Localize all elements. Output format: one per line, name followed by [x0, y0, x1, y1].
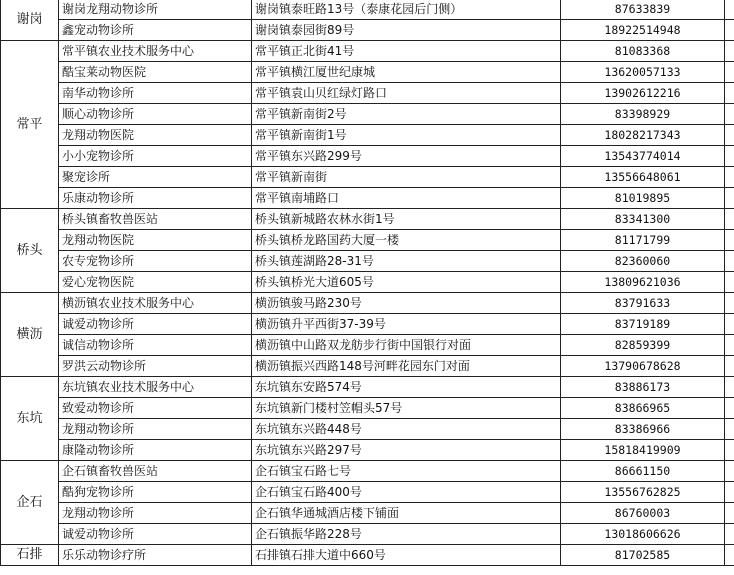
clinic-address-cell: 常平镇新南街	[252, 167, 561, 188]
clinic-name-cell: 小小宠物诊所	[59, 146, 252, 167]
table-row	[1, 377, 734, 398]
clinic-phone-cell: 83398929	[561, 104, 725, 125]
clinic-address-cell: 横沥镇振兴西路148号河畔花园东门对面	[252, 356, 561, 377]
town-cell: 横沥	[1, 293, 59, 377]
clinic-name-cell: 乐乐动物诊疗所	[59, 545, 252, 566]
clinic-name-cell: 乐康动物诊所	[59, 188, 252, 209]
clinic-address-cell: 桥头镇莲湖路28-31号	[252, 251, 561, 272]
table-row	[1, 188, 734, 209]
clinic-name-cell: 桥头镇畜牧兽医站	[59, 209, 252, 230]
clinic-phone-cell: 13556762825	[561, 482, 725, 503]
clinic-phone-cell: 13556648061	[561, 167, 725, 188]
empty-cell	[725, 461, 734, 482]
clinic-address-cell: 横沥镇升平西街37-39号	[252, 314, 561, 335]
table-row	[1, 419, 734, 440]
clinic-address-cell: 企石镇宝石路七号	[252, 461, 561, 482]
table-row	[1, 293, 734, 314]
clinic-address-cell: 常平镇新南街1号	[252, 125, 561, 146]
clinic-phone-cell: 13018606626	[561, 524, 725, 545]
clinic-name-cell: 聚宠诊所	[59, 167, 252, 188]
clinic-name-cell: 罗洪云动物诊所	[59, 356, 252, 377]
clinic-address-cell: 东坑镇东兴路448号	[252, 419, 561, 440]
clinic-phone-cell: 13809621036	[561, 272, 725, 293]
empty-cell	[725, 20, 734, 41]
table-row	[1, 461, 734, 482]
clinic-address-cell: 东坑镇东兴路297号	[252, 440, 561, 461]
clinic-address-cell: 横沥镇骏马路230号	[252, 293, 561, 314]
clinic-phone-cell: 83341300	[561, 209, 725, 230]
empty-cell	[725, 335, 734, 356]
table-row	[1, 314, 734, 335]
clinic-name-cell: 龙翔动物医院	[59, 230, 252, 251]
empty-cell	[725, 545, 734, 566]
clinic-name-cell: 农专宠物诊所	[59, 251, 252, 272]
clinic-name-cell: 谢岗龙翔动物诊所	[59, 0, 252, 20]
table-row	[1, 482, 734, 503]
clinic-phone-cell: 87633839	[561, 0, 725, 20]
empty-cell	[725, 293, 734, 314]
empty-cell	[725, 419, 734, 440]
clinic-name-cell: 致爱动物诊所	[59, 398, 252, 419]
town-cell: 谢岗	[1, 0, 59, 41]
clinic-address-cell: 石排镇石排大道中660号	[252, 545, 561, 566]
clinic-address-cell: 谢岗镇泰园街89号	[252, 20, 561, 41]
table-row	[1, 20, 734, 41]
empty-cell	[725, 62, 734, 83]
clinic-name-cell: 横沥镇农业技术服务中心	[59, 293, 252, 314]
clinic-name-cell: 鑫宠动物诊所	[59, 20, 252, 41]
table-row	[1, 335, 734, 356]
clinic-address-cell: 桥头镇新城路农林水街1号	[252, 209, 561, 230]
clinic-address-cell: 常平镇袁山贝红绿灯路口	[252, 83, 561, 104]
table-row	[1, 41, 734, 62]
table-row	[1, 167, 734, 188]
clinic-address-cell: 企石镇振华路228号	[252, 524, 561, 545]
empty-cell	[725, 104, 734, 125]
clinic-phone-cell: 13620057133	[561, 62, 725, 83]
table-row	[1, 230, 734, 251]
empty-cell	[725, 167, 734, 188]
clinic-name-cell: 诚爱动物诊所	[59, 524, 252, 545]
clinic-phone-cell: 18922514948	[561, 20, 725, 41]
clinic-address-cell: 常平镇南埔路口	[252, 188, 561, 209]
empty-cell	[725, 125, 734, 146]
clinic-phone-cell: 81019895	[561, 188, 725, 209]
empty-cell	[725, 146, 734, 167]
empty-cell	[725, 377, 734, 398]
table-row	[1, 251, 734, 272]
empty-cell	[725, 209, 734, 230]
clinic-phone-cell: 83719189	[561, 314, 725, 335]
table-row	[1, 209, 734, 230]
clinic-phone-cell: 18028217343	[561, 125, 725, 146]
clinic-name-cell: 常平镇农业技术服务中心	[59, 41, 252, 62]
table-row	[1, 146, 734, 167]
clinic-name-cell: 顺心动物诊所	[59, 104, 252, 125]
empty-cell	[725, 482, 734, 503]
empty-cell	[725, 314, 734, 335]
clinic-name-cell: 诚信动物诊所	[59, 335, 252, 356]
table-row	[1, 83, 734, 104]
clinic-phone-cell: 81702585	[561, 545, 725, 566]
clinic-name-cell: 酷狗宠物诊所	[59, 482, 252, 503]
clinic-phone-cell: 86661150	[561, 461, 725, 482]
clinic-phone-cell: 83886173	[561, 377, 725, 398]
clinic-name-cell: 爱心宠物医院	[59, 272, 252, 293]
clinic-name-cell: 酷宝莱动物医院	[59, 62, 252, 83]
empty-cell	[725, 188, 734, 209]
clinic-address-cell: 东坑镇新门楼村笠帽头57号	[252, 398, 561, 419]
clinic-name-cell: 诚爱动物诊所	[59, 314, 252, 335]
clinic-address-cell: 桥头镇桥龙路国药大厦一楼	[252, 230, 561, 251]
table-row	[1, 545, 734, 566]
empty-cell	[725, 398, 734, 419]
clinic-address-cell: 横沥镇中山路双龙舫步行街中国银行对面	[252, 335, 561, 356]
empty-cell	[725, 41, 734, 62]
clinic-address-cell: 常平镇横江厦世纪康城	[252, 62, 561, 83]
clinic-name-cell: 南华动物诊所	[59, 83, 252, 104]
table-row	[1, 104, 734, 125]
town-cell: 东坑	[1, 377, 59, 461]
clinic-phone-cell: 86760003	[561, 503, 725, 524]
clinic-phone-cell: 81171799	[561, 230, 725, 251]
table-row	[1, 524, 734, 545]
table-row	[1, 62, 734, 83]
clinic-name-cell: 企石镇畜牧兽医站	[59, 461, 252, 482]
table-row	[1, 125, 734, 146]
clinic-phone-cell: 81083368	[561, 41, 725, 62]
clinic-name-cell: 龙翔动物医院	[59, 125, 252, 146]
empty-cell	[725, 83, 734, 104]
clinic-phone-cell: 83386966	[561, 419, 725, 440]
town-cell: 常平	[1, 41, 59, 209]
empty-cell	[725, 356, 734, 377]
clinic-phone-cell: 83791633	[561, 293, 725, 314]
clinic-phone-cell: 13790678628	[561, 356, 725, 377]
clinic-address-cell: 谢岗镇泰旺路13号（泰康花园后门侧）	[252, 0, 561, 20]
clinic-address-cell: 常平镇东兴路299号	[252, 146, 561, 167]
clinic-address-cell: 桥头镇桥光大道605号	[252, 272, 561, 293]
empty-cell	[725, 0, 734, 20]
clinic-phone-cell: 15818419909	[561, 440, 725, 461]
table-row	[1, 0, 734, 20]
empty-cell	[725, 230, 734, 251]
clinic-directory-body	[1, 0, 734, 566]
town-cell: 桥头	[1, 209, 59, 293]
clinic-phone-cell: 82859399	[561, 335, 725, 356]
clinic-name-cell: 龙翔动物诊所	[59, 419, 252, 440]
clinic-name-cell: 康隆动物诊所	[59, 440, 252, 461]
clinic-name-cell: 东坑镇农业技术服务中心	[59, 377, 252, 398]
table-row	[1, 272, 734, 293]
clinic-address-cell: 常平镇新南街2号	[252, 104, 561, 125]
town-cell: 石排	[1, 545, 59, 566]
clinic-phone-cell: 13543774014	[561, 146, 725, 167]
table-row	[1, 440, 734, 461]
empty-cell	[725, 524, 734, 545]
table-row	[1, 398, 734, 419]
clinic-name-cell: 龙翔动物诊所	[59, 503, 252, 524]
empty-cell	[725, 503, 734, 524]
clinic-phone-cell: 82360060	[561, 251, 725, 272]
table-row	[1, 356, 734, 377]
empty-cell	[725, 251, 734, 272]
clinic-address-cell: 东坑镇东安路574号	[252, 377, 561, 398]
town-cell: 企石	[1, 461, 59, 545]
empty-cell	[725, 440, 734, 461]
clinic-address-cell: 常平镇正北街41号	[252, 41, 561, 62]
empty-cell	[725, 272, 734, 293]
clinic-phone-cell: 83866965	[561, 398, 725, 419]
clinic-address-cell: 企石镇华通城酒店楼下铺面	[252, 503, 561, 524]
clinic-phone-cell: 13902612216	[561, 83, 725, 104]
table-row	[1, 503, 734, 524]
clinic-address-cell: 企石镇宝石路400号	[252, 482, 561, 503]
